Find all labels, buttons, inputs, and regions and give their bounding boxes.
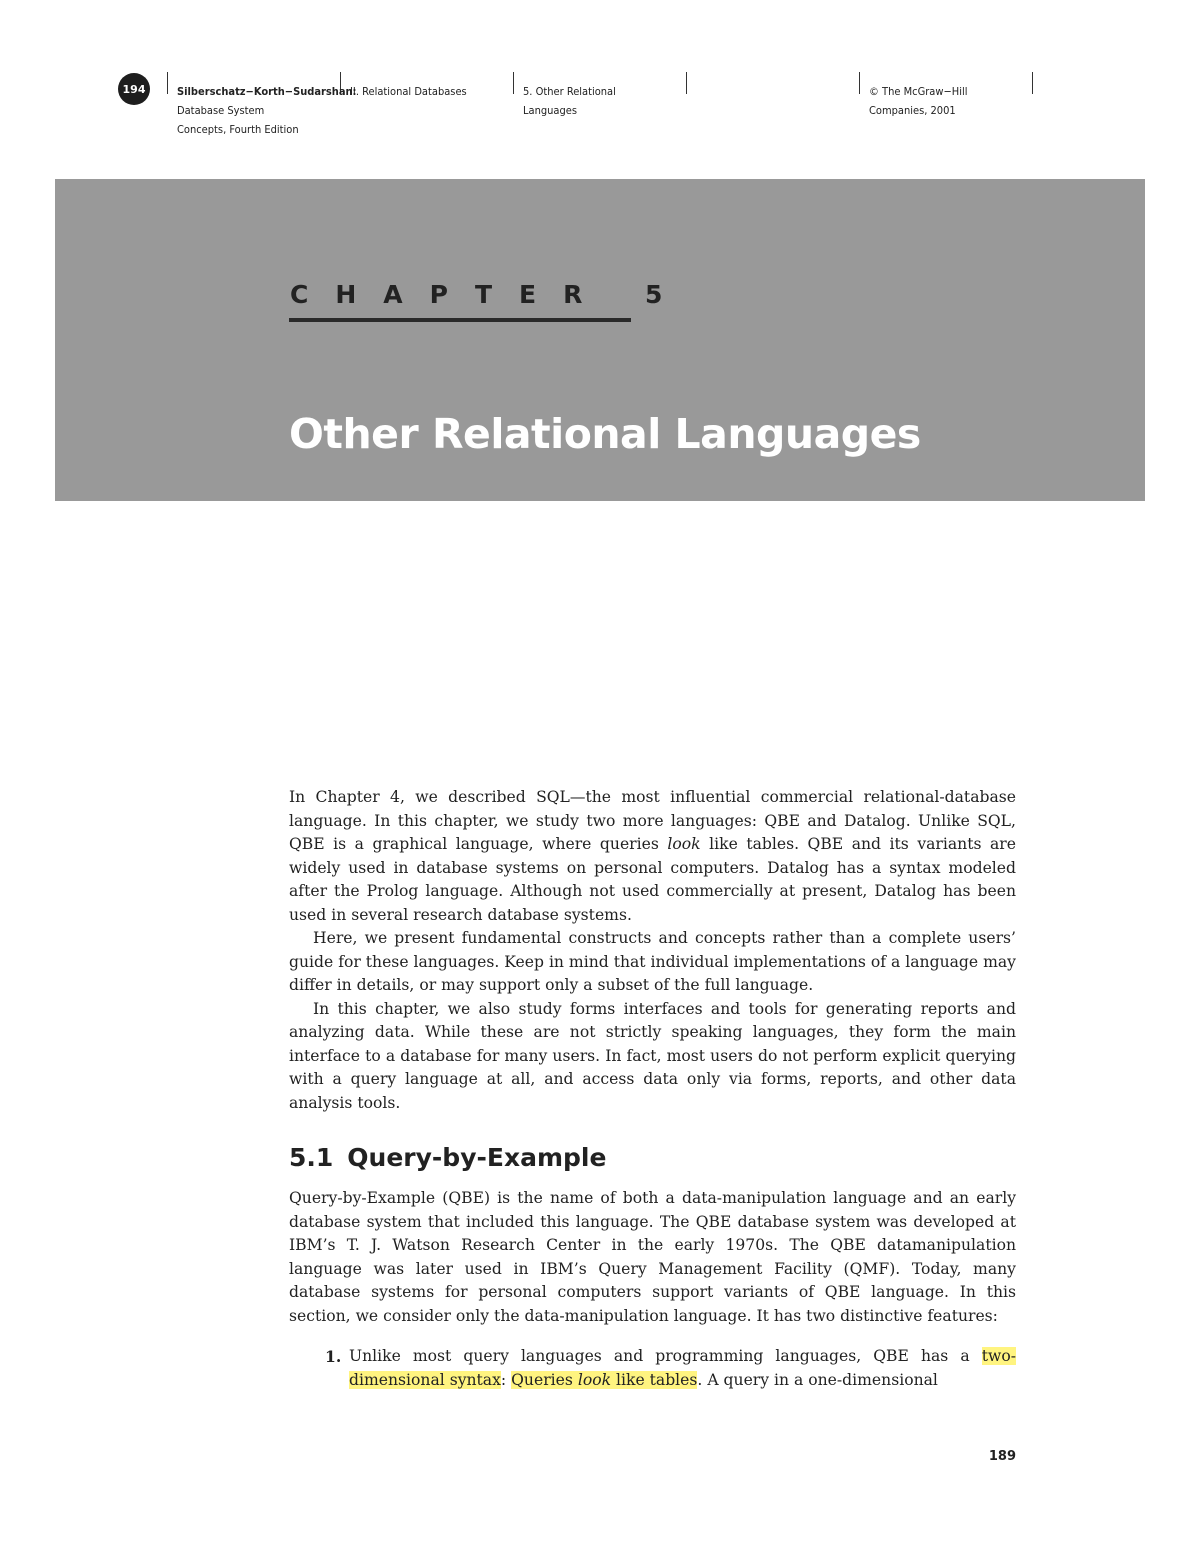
section-paragraph-1: Query-by-Example (QBE) is the name of both a data-manipulation language and an early database system that included this language. The QBE database system was developed at IBM’s T. J. Watson Research Center in the early 1970s. The QBE datamanipulation language was later used in IBM’s Query Management Facility (QMF). Today, many database systems for personal computers support variants of QBE language. In this section, we consider only the data-manipulation language. It has two distinctive features: <box>289 1189 1016 1325</box>
highlight-emphasis: look <box>577 1370 612 1389</box>
highlight-two-dimensional-syntax: twodimensional syntax <box>349 1347 1016 1389</box>
header-copyright <box>869 82 967 120</box>
header-chapter-line2: Languages <box>523 104 578 117</box>
header-book-info <box>177 82 357 139</box>
list-item-colon: : <box>500 1370 507 1389</box>
intro-paragraph-2: Here, we present fundamental constructs and concepts rather than a complete users’ guide for these languages. Keep in mind that individual implementations of a language may differ in details, or may support only a subset of the full language. <box>289 929 1016 994</box>
header-divider <box>513 72 514 94</box>
list-item <box>289 1345 1016 1392</box>
highlight-text: like tables <box>616 1370 698 1389</box>
feature-list <box>289 1345 1016 1392</box>
header-divider <box>686 72 687 94</box>
intro-p1-text-rest: like tables. QBE and its variants are widely used in database systems on personal computers. Datalog has a syntax modeled after the Prolog language. Although not used commercially at present, Datalog has been used in several research database systems. <box>289 835 1016 924</box>
highlight-queries-look-like-tables <box>511 1371 697 1389</box>
body-text <box>289 786 1016 1392</box>
header-divider <box>167 72 168 94</box>
section-title: Query-by-Example <box>347 1143 607 1172</box>
header-authors: Silberschatz−Korth−Sudarshan: <box>177 85 357 98</box>
section-heading <box>289 1142 1016 1174</box>
intro-paragraph-3: In this chapter, we also study forms interfaces and tools for generating reports and analyzing data. While these are not strictly speaking languages, they form the main interface to a database for many users. In fact, most users do not perform explicit querying with a query language at all, and access data only via forms, reports, and other data analysis tools. <box>289 999 1016 1112</box>
intro-p1-emphasis: look <box>667 835 701 853</box>
intro-paragraph-1 <box>289 786 1016 927</box>
header-chapter-line1: 5. Other Relational <box>523 85 616 98</box>
section-number: 5.1 <box>289 1143 334 1172</box>
chapter-label: CHAPTER 5 <box>290 280 690 309</box>
list-marker: 1. <box>325 1347 342 1366</box>
header-book-title: Database System <box>177 104 265 117</box>
chapter-rule <box>289 318 631 322</box>
chapter-title: Other Relational Languages <box>289 410 921 458</box>
header-chapter <box>523 82 616 120</box>
list-item-text-rest: . A query in a one-dimensional <box>697 1370 938 1389</box>
header-copyright-line2: Companies, 2001 <box>869 104 956 117</box>
page-badge: 194 <box>118 73 150 105</box>
header-part-label: II. Relational Databases <box>350 85 467 98</box>
header-edition: Concepts, Fourth Edition <box>177 123 299 136</box>
header-divider <box>859 72 860 94</box>
highlight-text: Queries <box>511 1370 573 1389</box>
intro-p1-text: In Chapter 4, we described SQL—the most influential commercial relational-database language. In this chapter, we study two more languages: QBE and Datalog. Unlike SQL, QBE is a graphical language, where queries <box>289 788 1016 853</box>
header-copyright-line1: © The McGraw−Hill <box>869 85 968 98</box>
header-divider <box>1032 72 1033 94</box>
list-item-text: Unlike most query languages and programming languages, QBE has a <box>349 1347 970 1365</box>
page-number: 189 <box>988 1449 1016 1464</box>
header-part <box>350 82 467 101</box>
